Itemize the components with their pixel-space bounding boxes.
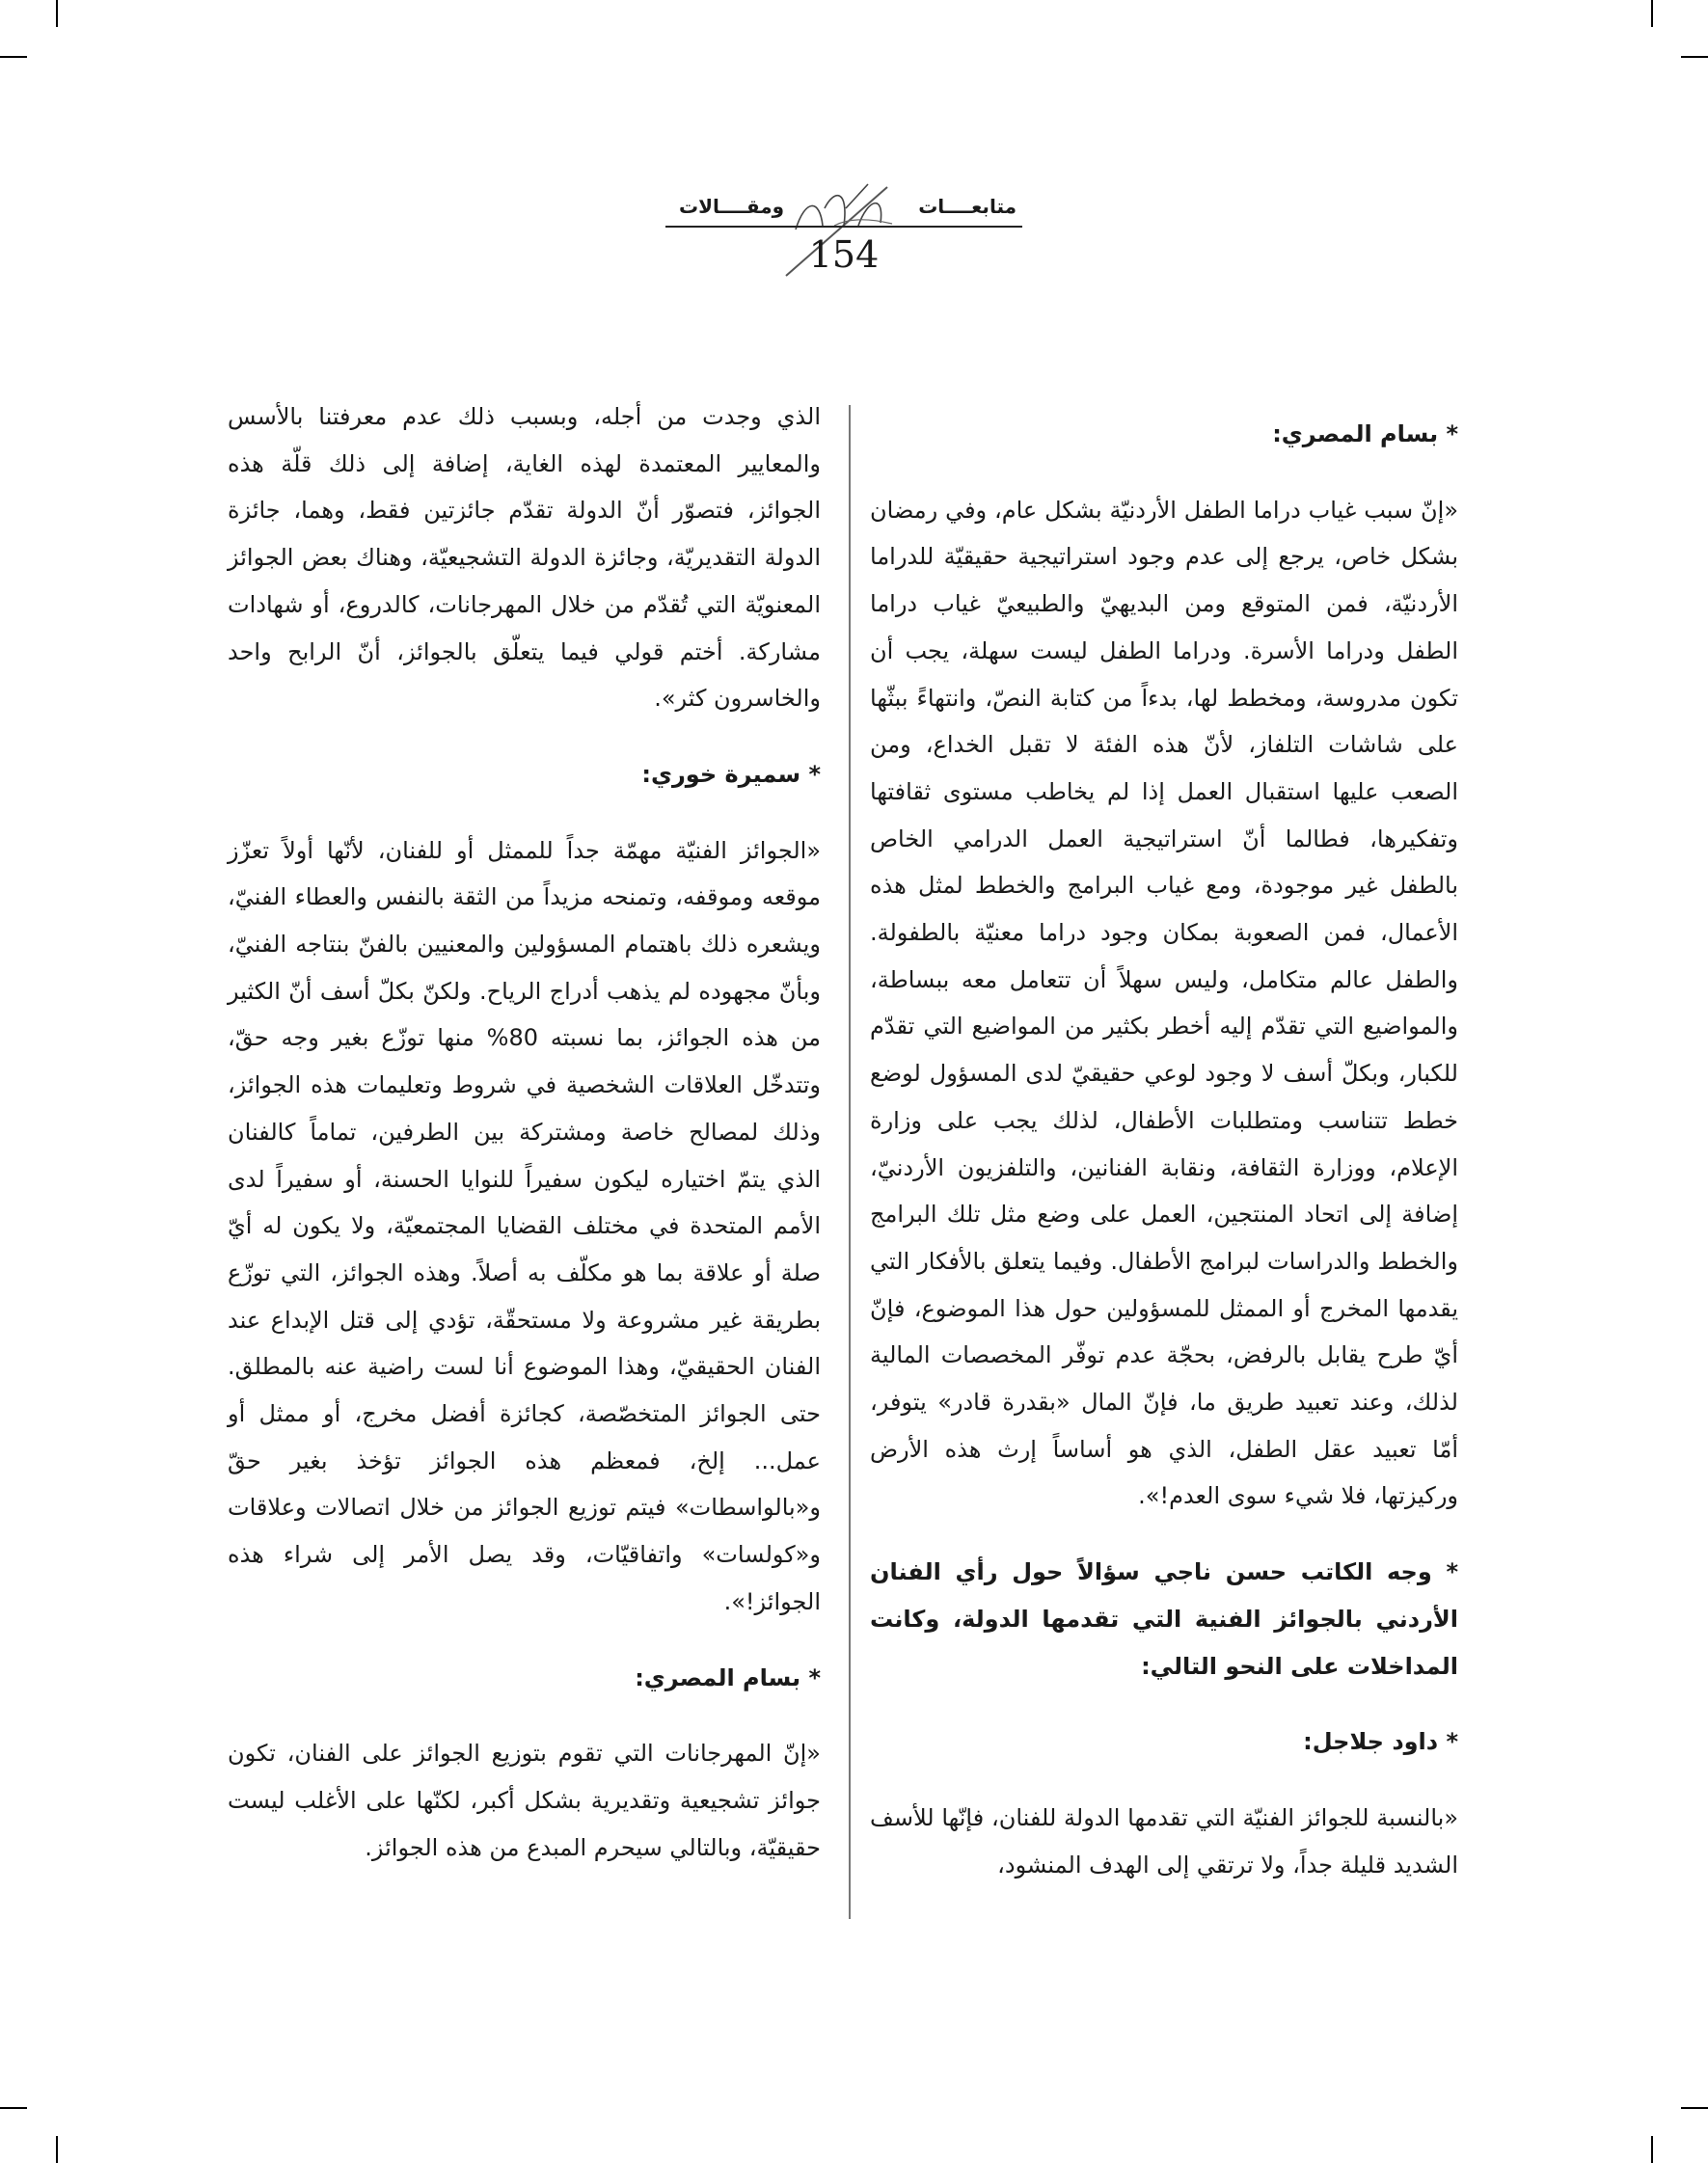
- crop-mark-bottom-right-h: [1681, 2107, 1708, 2109]
- speaker-heading: * سميرة خوري:: [641, 760, 821, 788]
- running-header: [665, 179, 1022, 285]
- crop-mark-bottom-right-v: [1651, 2136, 1653, 2163]
- header-rule: [665, 226, 1022, 228]
- question-heading: * وجه الكاتب حسن ناجي سؤالاً حول رأي الفنان الأردني بالجوائز الفنية التي تقدمها الدولة، وكانت المداخلات على النحو التالي:: [870, 1558, 1458, 1680]
- left-column: [228, 393, 821, 1900]
- crop-mark-bottom-left-h: [0, 2107, 27, 2109]
- speaker-heading: * بسام المصري:: [1272, 420, 1458, 447]
- speaker-heading: * داود جلاجل:: [1303, 1728, 1458, 1756]
- header-section-label-secondary: ومقــــالات: [679, 195, 785, 218]
- crop-mark-top-left-h: [0, 56, 27, 58]
- paragraph: «إنّ سبب غياب دراما الطفل الأردنيّة بشكل عام، وفي رمضان بشكل خاص، يرجع إلى عدم وجود استراتيجية حقيقيّة للدراما الأردنيّة، فمن المتوقع ومن البديهيّ والطبيعيّ غياب دراما الطفل ودراما الأسرة. ودراما الطفل ليست سهلة، يجب أن تكون مدروسة، ومخطط لها، بدءاً من كتابة النصّ، وانتهاءً ببثّها على شاشات التلفاز، لأنّ هذه الفئة لا تقبل الخداع، ومن الصعب عليها استقبال العمل إذا لم يخاطب مستوى ثقافتها وتفكيرها، فطالما أنّ استراتيجية العمل الدرامي الخاص بالطفل غير موجودة، ومع غياب البرامج والخطط لمثل هذه الأعمال، فمن الصعوبة بمكان وجود دراما معنيّة بالطفولة. والطفل عالم متكامل، وليس سهلاً أن تتعامل معه ببساطة، والمواضيع التي تقدّم إليه أخطر بكثير من المواضيع التي تقدّم للكبار، وبكلّ أسف لا وجود لوعي حقيقيّ لدى المسؤول لوضع خطط تتناسب ومتطلبات الأطفال، لذلك يجب على وزارة الإعلام، ووزارة الثقافة، ونقابة الفنانين، والتلفزيون الأردنيّ، إضافة إلى اتحاد المنتجين، العمل على وضع مثل تلك البرامج والخطط والدراسات لبرامج الأطفال. وفيما يتعلق بالأفكار التي يقدمها المخرج أو الممثل للمسؤولين حول هذا الموضوع، فإنّ أيّ طرح يقابل بالرفض، بحجّة عدم توفّر المخصصات المالية لذلك، وعند تعبيد طريق ما، فإنّ المال «بقدرة قادر» يتوفر، أمّا تعبيد عقل الطفل، الذي هو أساساً إرث هذه الأرض وركيزتها، فلا شيء سوى العدم!».: [870, 496, 1458, 1510]
- header-section-label: متابعــــات: [918, 195, 1017, 218]
- crop-mark-top-right-h: [1681, 56, 1708, 58]
- column-divider: [849, 405, 851, 1919]
- crop-mark-top-right-v: [1651, 0, 1653, 27]
- crop-mark-top-left-v: [56, 0, 58, 27]
- page-number: 154: [808, 233, 880, 276]
- paragraph: «إنّ المهرجانات التي تقوم بتوزيع الجوائز على الفنان، تكون جوائز تشجيعية وتقديرية بشكل أكبر، لكنّها على الأغلب ليست حقيقيّة، وبالتالي سيحرم المبدع من هذه الجوائز.: [228, 1740, 821, 1861]
- paragraph: «الجوائز الفنيّة مهمّة جداً للممثل أو للفنان، لأنّها أولاً تعزّز موقعه وموقفه، وتمنحه مزيداً من الثقة بالنفس والعطاء الفنيّ، ويشعره ذلك باهتمام المسؤولين والمعنيين بالفنّ بنتاجه الفنيّ، وبأنّ مجهوده لم يذهب أدراج الرياح. ولكنّ بكلّ أسف أنّ الكثير من هذه الجوائز، بما نسبته 80% منها توزّع بغير وجه حقّ، وتتدخّل العلاقات الشخصية في شروط وتعليمات هذه الجوائز، وذلك لمصالح خاصة ومشتركة بين الطرفين، تماماً كالفنان الذي يتمّ اختياره ليكون سفيراً للنوايا الحسنة، أو سفيراً لدى الأمم المتحدة في مختلف القضايا المجتمعيّة، ولا يكون له أيّ صلة أو علاقة بما هو مكلّف به أصلاً. وهذه الجوائز، التي توزّع بطريقة غير مشروعة ولا مستحقّة، تؤدي إلى قتل الإبداع عند الفنان الحقيقيّ، وهذا الموضوع أنا لست راضية عنه بالمطلق. حتى الجوائز المتخصّصة، كجائزة أفضل مخرج، أو ممثل أو عمل... إلخ، فمعظم هذه الجوائز تؤخذ بغير حقّ و«بالواسطات» فيتم توزيع الجوائز من خلال اتصالات وعلاقات و«كولسات» واتفاقيّات، وقد يصل الأمر إلى شراء هذه الجوائز!».: [228, 836, 821, 1615]
- right-column: [870, 411, 1458, 1917]
- speaker-heading: * بسام المصري:: [635, 1663, 821, 1691]
- crop-mark-bottom-left-v: [56, 2136, 58, 2163]
- paragraph: «بالنسبة للجوائز الفنيّة التي تقدمها الدولة للفنان، فإنّها للأسف الشديد قليلة جداً، ولا ترتقي إلى الهدف المنشود،: [870, 1803, 1458, 1879]
- paragraph: الذي وجدت من أجله، وبسبب ذلك عدم معرفتنا بالأسس والمعايير المعتمدة لهذه الغاية، إضافة إلى ذلك قلّة هذه الجوائز، فتصوّر أنّ الدولة تقدّم جائزتين فقط، وهما، جائزة الدولة التقديريّة، وجائزة الدولة التشجيعيّة، وهناك بعض الجوائز المعنويّة التي تُقدّم من خلال المهرجانات، كالدروع، أو شهادات مشاركة. أختم قولي فيما يتعلّق بالجوائز، أنّ الرابح واحد والخاسرون كثر».: [228, 403, 821, 713]
